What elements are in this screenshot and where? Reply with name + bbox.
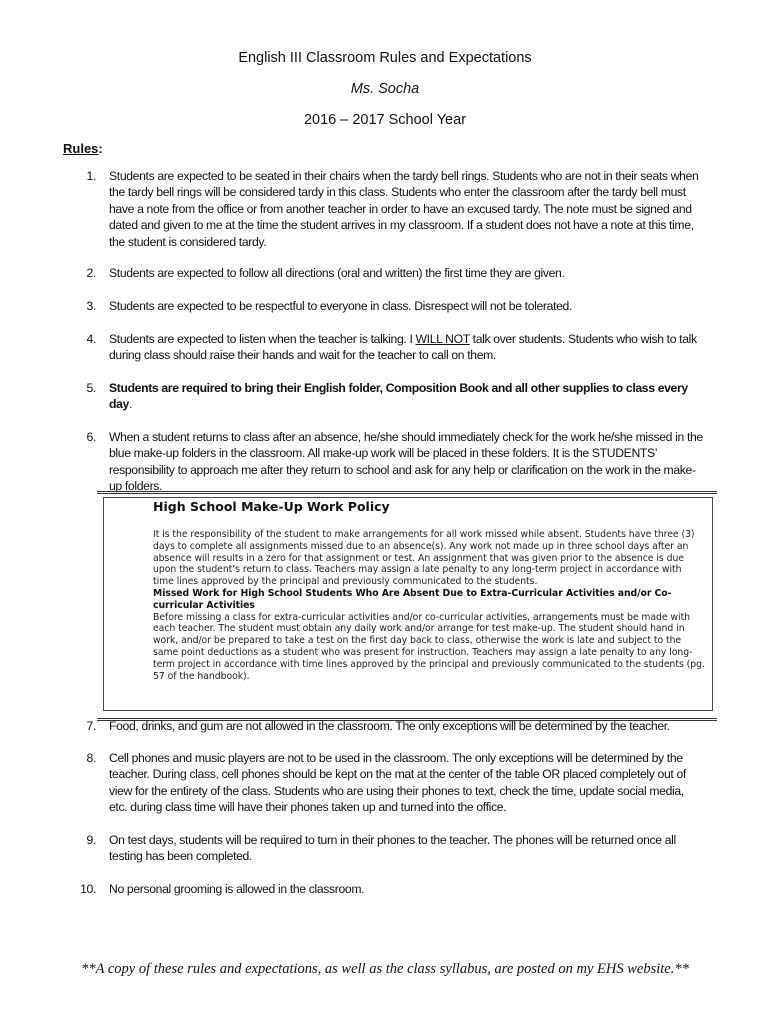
policy-paragraph: It is the responsibility of the student to make arrangements for all work missed while absent. Students have three (3) days to complete all assignments missed due to an absence(s). Any work not made up in three school days after an absence will results in a zero for that assignment or test. An assignment that was given prior to the absence is due upon the student’s return to class. Teachers may assign a late penalty to any long-term project in accordance with time lines approved by the principal and previously communicated to the students. (153, 529, 695, 588)
rule-text-part: . (128, 397, 132, 412)
rule-item-1 (80, 168, 704, 250)
rule-item-3 (80, 298, 704, 314)
rule-text (109, 380, 704, 413)
rule-text: When a student returns to class after an absence, he/she should immediately check for the work he/she missed in the blue make-up folders in the classroom. All make-up work will be placed in these folders. It is the STUDENTS’ responsibility to approach me after they return to school and ask for any help or clarification on the work in the make-up folders. (109, 430, 703, 494)
rule-item-7 (80, 718, 704, 734)
website-note: **A copy of these rules and expectations, as well as the class syllabus, are posted on my EHS website.** (81, 961, 689, 977)
rule-number: 2. (86, 266, 96, 280)
rule-item-6 (80, 429, 704, 495)
rule-text (109, 331, 704, 364)
teacher-name: Ms. Socha (350, 81, 420, 97)
school-year: 2016 – 2017 School Year (303, 112, 467, 128)
rule-item-5 (80, 380, 704, 413)
rule-text: On test days, students will be required to turn in their phones to the teacher. The phones will be returned once all testing has been completed. (109, 833, 676, 864)
rule-text-part: talk over students. Students who wish to talk during class should raise their hands and wait for the teacher to call on them. (109, 332, 697, 363)
rule-text: Students are expected to be seated in their chairs when the tardy bell rings. Students who are not in their seats when the tardy bell rings will be considered tardy in this class. Students who enter the classroom after the tardy bell must have a note from the office or from another teacher in order to have an excused tardy. The note must be signed and dated and given to me at the time the student arrives in my classroom. If a student does not have a note at this time, the student is considered tardy. (109, 169, 699, 249)
policy-body (153, 529, 705, 682)
rule-number: 4. (86, 332, 96, 346)
rule-bold-text: Students are required to bring their English folder, Composition Book and all other supplies to class every day (109, 381, 688, 412)
rule-item-10 (80, 881, 704, 897)
rule-item-2 (80, 265, 704, 281)
rule-item-4 (80, 331, 704, 364)
rule-item-9 (80, 832, 704, 865)
rule-text-part: Students are expected to listen when the teacher is talking. I (109, 332, 416, 346)
rules-heading (63, 141, 103, 156)
policy-subheading: Missed Work for High School Students Who Are Absent Due to Extra-Curricular Activities and/or Co-curricular Activities (153, 587, 672, 611)
rules-heading-text: Rules (63, 141, 99, 156)
rule-text: Students are expected to follow all directions (oral and written) the first time they are given. (109, 266, 565, 280)
rule-number: 10. (80, 882, 96, 896)
rule-number: 8. (86, 751, 96, 765)
rule-item-8 (80, 750, 704, 816)
rule-text: Students are expected to be respectful to everyone in class. Disrespect will not be tolerated. (109, 299, 572, 313)
rule-emphasis: WILL NOT (415, 332, 470, 346)
policy-paragraph: Before missing a class for extra-curricular activities and/or co-curricular activities, arrangements must be made with each teacher. The student must obtain any daily work and/or arrange for test make-up. The student should hand in work, and/or be prepared to take a test on the first day back to class, otherwise the work is late and subject to the same point deductions as a student who was present for instruction. Teachers may assign a late penalty to any long-term project in accordance with time lines approved by the principal and previously communicated to the students (pg. 57 of the handbook). (153, 611, 705, 682)
policy-title: High School Make-Up Work Policy (153, 499, 390, 514)
rule-text: Cell phones and music players are not to be used in the classroom. The only exceptions will be determined by the teacher. During class, cell phones should be kept on the mat at the center of the table OR placed completely out of view for the entirety of the class. Students who are using their phones to text, check the time, update social media, etc. during class time will have their phones taken up and turned into the office. (109, 751, 686, 815)
rules-heading-colon: : (98, 141, 103, 156)
rule-number: 5. (86, 381, 96, 395)
rule-number: 9. (86, 833, 96, 847)
rule-text: No personal grooming is allowed in the classroom. (109, 882, 365, 896)
rule-number: 7. (86, 719, 96, 733)
rule-number: 3. (86, 299, 96, 313)
document-title: English III Classroom Rules and Expectations (238, 50, 532, 66)
rule-number: 1. (86, 169, 96, 183)
rule-text: Food, drinks, and gum are not allowed in the classroom. The only exceptions will be determined by the teacher. (109, 719, 670, 733)
rule-number: 6. (86, 430, 96, 444)
